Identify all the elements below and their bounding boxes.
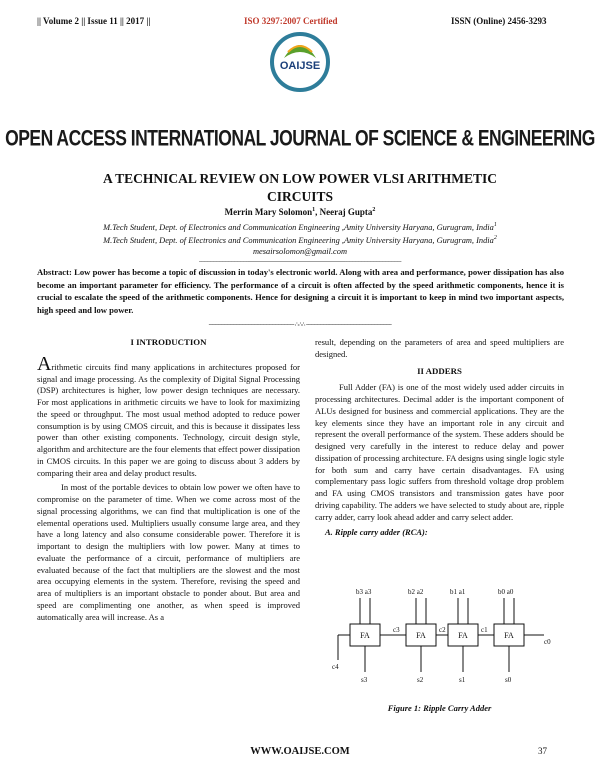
carry-out-label: c4	[332, 663, 339, 671]
separator-rule-top: ---------------------------------------------------------------------------------------------------------------------------------------	[198, 259, 402, 265]
page-number: 37	[538, 746, 547, 756]
author-1: Merrin Mary Solomon	[224, 207, 313, 217]
fa-label-0: FA	[504, 631, 514, 640]
input-label-2: b2 a2	[408, 588, 424, 596]
separator-rule-abstract: --------------------------------------------------------- ∴∴∴ ---------------------------------------------------------	[208, 322, 392, 328]
fa-label-1: FA	[458, 631, 468, 640]
right-paragraph-continued: result, depending on the parameters of area and speed multipliers are designed.	[315, 337, 564, 359]
carry-label-3: c3	[393, 626, 400, 634]
header-iso-certified: ISO 3297:2007 Certified	[244, 16, 338, 26]
input-label-3: b3 a3	[356, 588, 372, 596]
fa-block-0	[494, 624, 524, 646]
sum-label-2: s2	[417, 676, 424, 684]
logo-text: OAIJSE	[279, 60, 321, 72]
abstract: Abstract: Low power has become a topic of discussion in today's electronic world. Along with area and performance, power dissipation has also become an important parameter for efficiency. The performance of a circuit is often affected by the speed arithmetic components, hence it is crucial to escalate the speed of the arithmetic components. Hence for designing a circuit it is important to keep in mind two important aspects, high speed and low power.	[37, 267, 564, 315]
author-line	[0, 207, 600, 217]
right-column	[315, 337, 564, 539]
carry-label-1: c1	[481, 626, 488, 634]
author-1-sup: 1	[312, 207, 316, 213]
paper-title-line1: A TECHNICAL REVIEW ON LOW POWER VLSI ARITHMETIC	[103, 171, 497, 186]
paper-title-line2: CIRCUITS	[266, 189, 334, 204]
section-heading-adders: II ADDERS	[417, 365, 462, 376]
affiliation-1-text: M.Tech Student, Dept. of Electronics and Communication Engineering ,Amity University Haryana, Gurugram, India	[103, 222, 494, 232]
journal-logo	[264, 28, 336, 100]
sum-label-3: s3	[361, 676, 368, 684]
fa-label-2: FA	[416, 631, 426, 640]
ripple-carry-adder-figure	[318, 584, 562, 692]
author-email: mesairsolomon@gmail.com	[252, 247, 347, 256]
carry-label-2: c2	[439, 626, 446, 634]
affiliation-1	[0, 222, 600, 232]
fa-block-2	[406, 624, 436, 646]
journal-name: OPEN ACCESS INTERNATIONAL JOURNAL OF SCIENCE & ENGINEERING	[5, 125, 595, 151]
left-column	[37, 337, 300, 623]
carry-in-label: c0	[544, 638, 551, 646]
author-2: Neeraj Gupta	[319, 207, 373, 217]
author-separator: ,	[315, 207, 320, 217]
intro-paragraph-2: In most of the portable devices to obtain low power we often have to compromise on the parameter of time. When we come across most of the signal processing algorithms, we can find that multiplication is one of the elemental operations used. Multipliers usually consume large area, and they have a long latency and also consume considerable power. Therefore it is important to design the multipliers with low power. Many at times to evaluate the performance of a circuit, performance of multipliers are evaluated because of the fact that multipliers are the slowest and the most area occupying elements in the system. Therefore, revising the speed and area of multipliers is an important obstacle to ponder about. But area and speed are complimenting one another, as when speed is improved automatically area will increase. As a	[37, 482, 300, 622]
input-label-0: b0 a0	[498, 588, 514, 596]
sum-label-0: s0	[505, 676, 512, 684]
author-2-sup: 2	[372, 207, 376, 213]
dropcap-letter: A	[37, 352, 52, 375]
paper-title	[40, 170, 560, 206]
subheading-rca: A. Ripple carry adder (RCA):	[325, 527, 428, 538]
header-volume-issue: || Volume 2 || Issue 11 || 2017 ||	[37, 16, 151, 26]
affiliation-2-sup: 2	[493, 235, 497, 241]
intro-paragraph-1	[37, 352, 300, 480]
fa-block-3	[350, 624, 380, 646]
fa-label-3: FA	[360, 631, 370, 640]
intro-paragraph-1-text: rithmetic circuits find many applications in architectures proposed for signal and image processing. As the complexity of Digital Signal Processing (DSP) architectures is higher, low power design techniques are necessary. For most applications in arithmetic circuits we have to look for maximizing the speed or throughput. The most usual method adopted to reduce power consumption is by using CMOS circuit, and this is because it dissipates less power than other existing components. Technology, circuit design style, algorithm and architecture are the four elements that effect power dissipation in CMOS circuits. In this paper we are going to discuss about 3 adders by comparing their area and delay product results.	[37, 361, 300, 478]
affiliation-1-sup: 1	[493, 222, 497, 228]
sum-label-1: s1	[459, 676, 466, 684]
header-issn: ISSN (Online) 2456-3293	[451, 16, 547, 26]
figure-caption: Figure 1: Ripple Carry Adder	[387, 703, 492, 713]
footer-url: WWW.OAIJSE.COM	[250, 746, 350, 757]
affiliation-2	[0, 235, 600, 245]
fa-block-1	[448, 624, 478, 646]
adders-paragraph: Full Adder (FA) is one of the most widely used adder circuits in processing architectures. Decimal adder is the important component of ALUs designed for business and commercial applications. They are the key elements since they have an important role in any circuit and represent the overall performance of the system. These adders should be designed very carefully in the interest to reduce delay and power dissipation of processing architecture. FA designs using single logic style for both sum and carry have certain disadvantages. FA using complementary pass logic suffers from threshold voltage drop problem and FA using CMOS transistors and transmission gates have poor driving capability. The adders we have selected to study about are, ripple carry adder, carry look ahead adder and carry select adder.	[315, 382, 564, 522]
input-label-1: b1 a1	[450, 588, 466, 596]
section-heading-introduction: I INTRODUCTION	[130, 337, 207, 347]
affiliation-2-text: M.Tech Student, Dept. of Electronics and Communication Engineering ,Amity University Haryana, Gurugram, India	[103, 235, 494, 245]
